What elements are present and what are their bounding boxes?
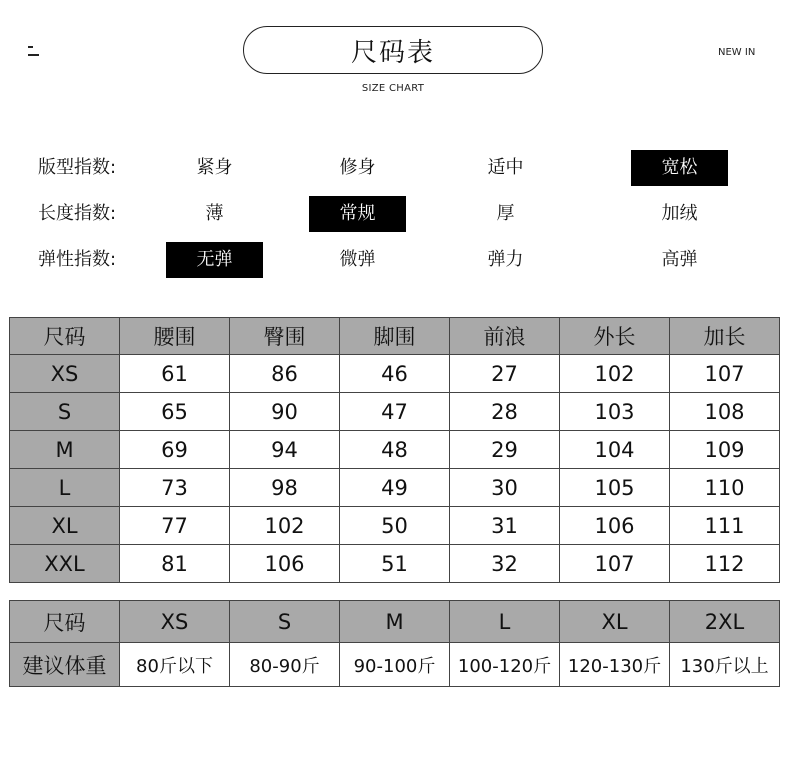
index-option: 加绒 [661, 203, 698, 224]
table-cell: 103 [560, 393, 670, 431]
table-cell: 48 [340, 431, 450, 469]
table-cell: 80斤以下 [120, 643, 230, 687]
table-cell: 46 [340, 355, 450, 393]
weight-recommendation-table [9, 600, 780, 687]
column-header: XS [120, 601, 230, 643]
size-label: XXL [10, 545, 120, 583]
size-label: S [10, 393, 120, 431]
elasticity-index-row [0, 242, 790, 278]
page-subtitle: SIZE CHART [361, 83, 425, 94]
table-cell: 47 [340, 393, 450, 431]
index-option-selected: 无弹 [166, 242, 263, 278]
size-label: XL [10, 507, 120, 545]
table-cell: 65 [120, 393, 230, 431]
size-measurement-table [9, 317, 780, 583]
table-cell: 109 [670, 431, 780, 469]
index-label: 长度指数: [38, 203, 117, 224]
table-header-row [10, 318, 780, 355]
new-in-link[interactable]: NEW IN [718, 47, 756, 58]
table-cell: 112 [670, 545, 780, 583]
table-cell: 107 [670, 355, 780, 393]
index-option: 紧身 [196, 157, 233, 178]
table-header-row [10, 601, 780, 643]
table-cell: 49 [340, 469, 450, 507]
table-cell: 32 [450, 545, 560, 583]
table-cell: 73 [120, 469, 230, 507]
table-cell: 102 [560, 355, 670, 393]
column-header: XL [560, 601, 670, 643]
page-title [243, 26, 543, 74]
table-cell: 110 [670, 469, 780, 507]
table-row [10, 643, 780, 687]
table-row [10, 355, 780, 393]
table-cell: 28 [450, 393, 560, 431]
index-option-selected: 宽松 [631, 150, 728, 186]
table-cell: 30 [450, 469, 560, 507]
menu-icon[interactable] [28, 46, 39, 56]
index-option: 薄 [205, 203, 224, 224]
column-header: 腰围 [120, 318, 230, 355]
column-header: 前浪 [450, 318, 560, 355]
table-cell: 50 [340, 507, 450, 545]
column-header: 脚围 [340, 318, 450, 355]
table-cell: 27 [450, 355, 560, 393]
table-cell: 130斤以上 [670, 643, 780, 687]
table-row [10, 393, 780, 431]
table-cell: 104 [560, 431, 670, 469]
column-header: M [340, 601, 450, 643]
table-cell: 69 [120, 431, 230, 469]
table-cell: 94 [230, 431, 340, 469]
row-label: 建议体重 [10, 643, 120, 687]
table-cell: 90 [230, 393, 340, 431]
column-header: 外长 [560, 318, 670, 355]
column-header: 加长 [670, 318, 780, 355]
table-cell: 86 [230, 355, 340, 393]
column-header: S [230, 601, 340, 643]
table-cell: 106 [560, 507, 670, 545]
table-cell: 106 [230, 545, 340, 583]
index-option: 微弹 [339, 249, 376, 270]
column-header: L [450, 601, 560, 643]
table-cell: 77 [120, 507, 230, 545]
table-cell: 51 [340, 545, 450, 583]
table-cell: 81 [120, 545, 230, 583]
table-row [10, 469, 780, 507]
page-title-text: 尺码表 [350, 37, 435, 68]
index-option: 弹力 [487, 249, 524, 270]
size-label: L [10, 469, 120, 507]
fit-index-row [0, 150, 790, 186]
index-option: 高弹 [661, 249, 698, 270]
table-row [10, 507, 780, 545]
size-label: M [10, 431, 120, 469]
table-row [10, 431, 780, 469]
table-cell: 61 [120, 355, 230, 393]
table-cell: 98 [230, 469, 340, 507]
table-cell: 107 [560, 545, 670, 583]
index-option-selected: 常规 [309, 196, 406, 232]
column-header: 2XL [670, 601, 780, 643]
index-label: 弹性指数: [38, 249, 117, 270]
size-label: XS [10, 355, 120, 393]
table-cell: 111 [670, 507, 780, 545]
table-cell: 105 [560, 469, 670, 507]
table-cell: 90-100斤 [340, 643, 450, 687]
table-cell: 102 [230, 507, 340, 545]
table-row [10, 545, 780, 583]
table-cell: 80-90斤 [230, 643, 340, 687]
column-header: 尺码 [10, 318, 120, 355]
index-option: 厚 [496, 203, 515, 224]
table-cell: 100-120斤 [450, 643, 560, 687]
table-cell: 120-130斤 [560, 643, 670, 687]
index-label: 版型指数: [38, 157, 117, 178]
column-header: 臀围 [230, 318, 340, 355]
length-index-row [0, 196, 790, 232]
table-cell: 29 [450, 431, 560, 469]
table-cell: 31 [450, 507, 560, 545]
index-option: 适中 [487, 157, 524, 178]
index-option: 修身 [339, 157, 376, 178]
column-header: 尺码 [10, 601, 120, 643]
table-cell: 108 [670, 393, 780, 431]
